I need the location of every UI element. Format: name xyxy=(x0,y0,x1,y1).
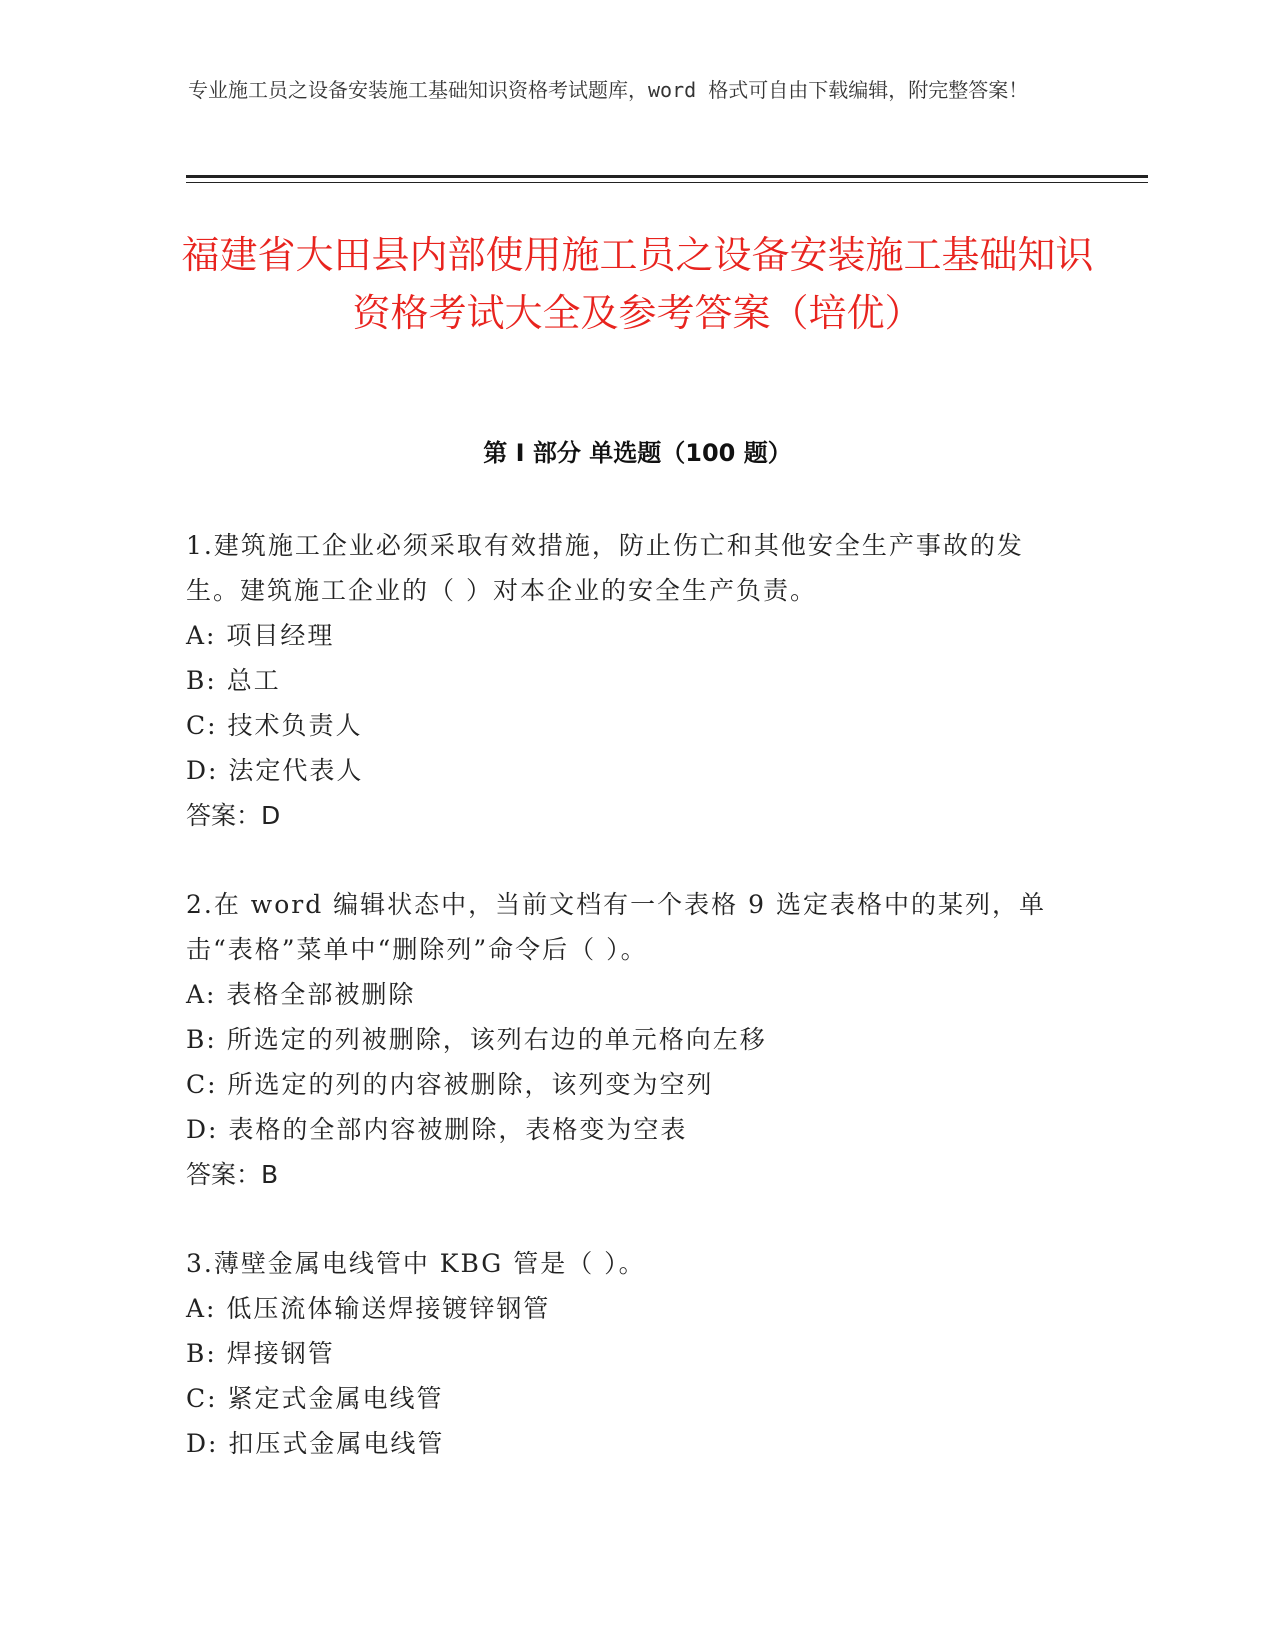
option-b: B: 所选定的列被删除，该列右边的单元格向左移 xyxy=(186,1025,767,1054)
option-d: D: 法定代表人 xyxy=(186,756,364,785)
header-divider-thick xyxy=(186,175,1148,178)
option-c: C: 紧定式金属电线管 xyxy=(186,1384,444,1413)
section-title: 第 I 部分 单选题（100 题） xyxy=(483,439,792,467)
option-d: D: 扣压式金属电线管 xyxy=(186,1429,445,1458)
option-d: D: 表格的全部内容被删除，表格变为空表 xyxy=(186,1115,688,1144)
question-3 xyxy=(186,1241,1066,1466)
header-divider-thin xyxy=(186,182,1148,183)
option-c: C: 技术负责人 xyxy=(186,711,363,740)
option-c: C: 所选定的列的内容被删除，该列变为空列 xyxy=(186,1070,714,1099)
question-1 xyxy=(186,523,1066,838)
option-a: A: 表格全部被删除 xyxy=(186,980,416,1009)
option-b: B: 焊接钢管 xyxy=(186,1339,335,1368)
header-note: 专业施工员之设备安装施工基础知识资格考试题库，word 格式可自由下载编辑，附完整答案！ xyxy=(188,78,1029,102)
question-stem: 2.在 word 编辑状态中，当前文档有一个表格 9 选定表格中的某列，单击“表格”菜单中“删除列”命令后（ ）。 xyxy=(186,890,1046,964)
answer-line: 答案：D xyxy=(186,801,281,830)
document-title: 福建省大田县内部使用施工员之设备安装施工基础知识资格考试大全及参考答案（培优） xyxy=(181,233,1094,335)
option-a: A: 项目经理 xyxy=(186,621,335,650)
question-list xyxy=(186,523,1066,1510)
option-b: B: 总工 xyxy=(186,666,281,695)
question-stem: 3.薄壁金属电线管中 KBG 管是（ ）。 xyxy=(186,1249,646,1278)
question-2 xyxy=(186,882,1066,1197)
option-a: A: 低压流体输送焊接镀锌钢管 xyxy=(186,1294,551,1323)
question-stem: 1.建筑施工企业必须采取有效措施，防止伤亡和其他安全生产事故的发生。建筑施工企业的（ ）对本企业的安全生产负责。 xyxy=(186,531,1024,605)
answer-line: 答案：B xyxy=(186,1160,279,1189)
